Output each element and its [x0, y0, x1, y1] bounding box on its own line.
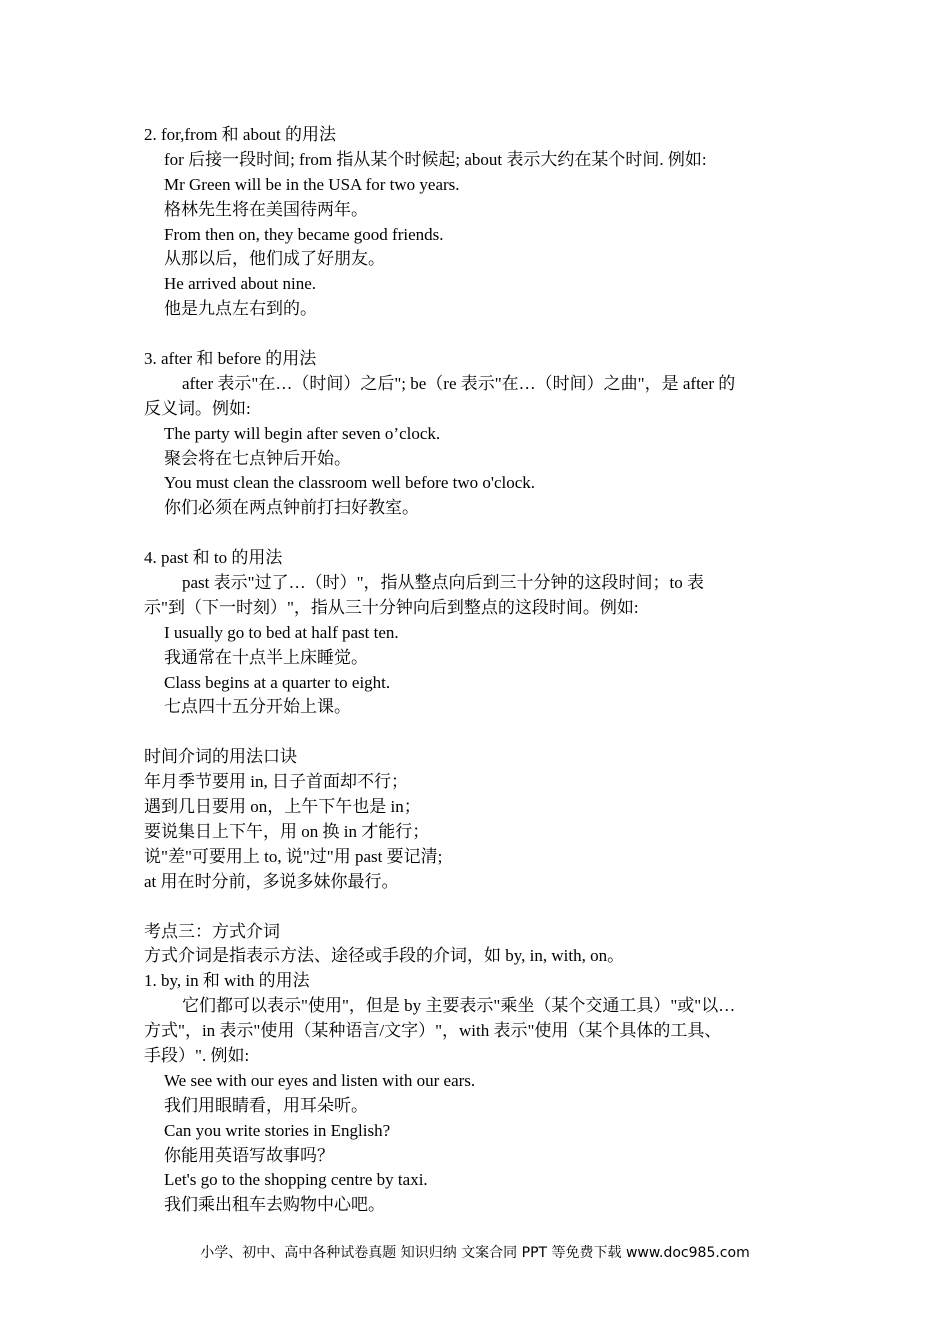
example-english: Can you write stories in English?: [164, 1120, 391, 1140]
definition-text: 方式介词是指表示方法、途径或手段的介词，如 by, in, with, on。: [144, 946, 625, 966]
spacer: [144, 322, 816, 347]
example-chinese: 你们必须在两点钟前打扫好教室。: [164, 498, 419, 518]
rhyme-line: 年月季节要用 in, 日子首面却不行；: [144, 772, 408, 792]
explanation-text: 它们都可以表示"使用"，但是 by 主要表示"乘坐（某个交通工具）"或"以…: [182, 996, 736, 1016]
example-chinese: 我们乘出租车去购物中心吧。: [164, 1195, 385, 1215]
example-chinese: 聚会将在七点钟后开始。: [164, 448, 351, 468]
explanation-text: 示"到（下一时刻）"，指从三十分钟向后到整点的这段时间。例如:: [144, 597, 639, 617]
example-english: Class begins at a quarter to eight.: [164, 672, 391, 692]
explanation-text: after 表示"在…（时间）之后"; be（re 表示"在…（时间）之曲"，是 after 的: [182, 373, 736, 393]
point-heading: 考点三：方式介词: [144, 921, 280, 941]
explanation-text: for 后接一段时间; from 指从某个时候起; about 表示大约在某个时间. 例如:: [164, 149, 707, 169]
example-chinese: 他是九点左右到的。: [164, 299, 317, 319]
spacer: [144, 720, 816, 745]
example-chinese: 七点四十五分开始上课。: [164, 697, 351, 717]
explanation-text: 反义词。例如:: [144, 398, 251, 418]
section-heading: 2. for,from 和 about 的用法: [144, 125, 336, 144]
rhyme-line: 要说集日上下午，用 on 换 in 才能行；: [144, 821, 430, 841]
rhyme-line: at 用在时分前，多说多妹你最行。: [144, 871, 399, 891]
example-english: I usually go to bed at half past ten.: [164, 622, 399, 642]
example-chinese: 格林先生将在美国待两年。: [164, 199, 368, 219]
rhyme-heading: 时间介词的用法口诀: [144, 747, 297, 767]
example-chinese: 你能用英语写故事吗？: [164, 1145, 334, 1165]
example-english: You must clean the classroom well before two o'clock.: [164, 473, 536, 493]
example-english: Let's go to the shopping centre by taxi.: [164, 1170, 428, 1190]
rhyme-line: 遇到几日要用 on，上午下午也是 in；: [144, 797, 421, 817]
section-heading: 3. after 和 before 的用法: [144, 349, 317, 369]
spacer: [144, 521, 816, 546]
example-chinese: 我通常在十点半上床睡觉。: [164, 647, 368, 667]
example-chinese: 我们用眼睛看，用耳朵听。: [164, 1095, 368, 1115]
explanation-text: 方式"，in 表示"使用（某种语言/文字）"，with 表示"使用（某个具体的工具、: [144, 1021, 722, 1041]
example-english: The party will begin after seven o’clock.: [164, 423, 441, 443]
spacer: [144, 895, 816, 920]
explanation-text: 手段）". 例如:: [144, 1045, 250, 1065]
example-english: Mr Green will be in the USA for two years.: [164, 174, 460, 194]
example-english: We see with our eyes and listen with our ears.: [164, 1070, 476, 1090]
rhyme-line: 说"差"可要用上 to, 说"过"用 past 要记清;: [144, 846, 443, 866]
section-heading: 1. by, in 和 with 的用法: [144, 971, 310, 991]
section-heading: 4. past 和 to 的用法: [144, 548, 283, 568]
example-chinese: 从那以后，他们成了好朋友。: [164, 249, 385, 269]
document-body: [144, 123, 816, 1218]
explanation-text: past 表示"过了…（时）"，指从整点向后到三十分钟的这段时间；to 表: [182, 573, 704, 593]
example-english: From then on, they became good friends.: [164, 224, 444, 244]
example-english: He arrived about nine.: [164, 274, 316, 294]
page-footer: 小学、初中、高中各种试卷真题 知识归纳 文案合同 PPT 等免费下载 www.doc985.com: [200, 1245, 750, 1261]
